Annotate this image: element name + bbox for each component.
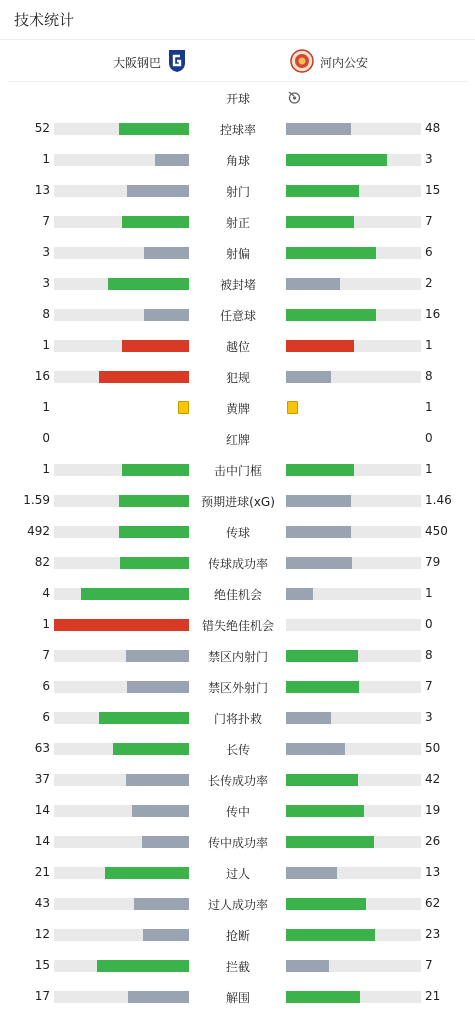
stat-label: 传中成功率: [207, 836, 268, 850]
stat-row: [0, 206, 475, 237]
away-value: 13: [425, 865, 441, 879]
stat-row: [0, 330, 475, 361]
away-value: 19: [425, 803, 441, 817]
stat-row: [0, 392, 475, 423]
away-bar: [286, 309, 421, 321]
away-team-name: 河内公安: [320, 56, 369, 70]
away-value: 23: [425, 927, 441, 941]
home-value: 0: [42, 431, 50, 445]
home-value: 1: [42, 462, 50, 476]
home-bar: [54, 681, 189, 693]
home-bar: [54, 650, 189, 662]
home-bar: [54, 991, 189, 1003]
home-bar: [54, 278, 189, 290]
away-bar-fill: [286, 371, 331, 383]
away-bar-fill: [286, 340, 354, 352]
home-team-logo-icon: [167, 49, 187, 76]
away-bar-fill: [286, 278, 340, 290]
stat-row: [0, 733, 475, 764]
stat-label: 控球率: [219, 123, 256, 137]
yellow-card-icon: [287, 401, 298, 414]
away-bar-fill: [286, 991, 360, 1003]
home-bar: [54, 495, 189, 507]
away-bar: [286, 960, 421, 972]
away-team[interactable]: [290, 49, 368, 76]
home-bar: [54, 247, 189, 259]
away-bar-fill: [286, 185, 359, 197]
stat-label: 击中门框: [213, 464, 262, 478]
kickoff-row: [0, 82, 475, 113]
away-bar-fill: [286, 774, 358, 786]
away-bar: [286, 464, 421, 476]
home-value: 7: [42, 214, 50, 228]
away-bar-fill: [286, 247, 376, 259]
stat-label: 过人: [225, 867, 250, 881]
away-value: 1: [425, 462, 433, 476]
away-bar-fill: [286, 557, 352, 569]
away-value: 1: [425, 400, 433, 414]
home-bar: [54, 526, 189, 538]
home-value: 8: [42, 307, 50, 321]
away-value: 1: [425, 586, 433, 600]
stat-label: 角球: [225, 154, 250, 168]
stat-row: [0, 423, 475, 454]
home-bar-fill: [119, 495, 189, 507]
home-value: 7: [42, 648, 50, 662]
away-bar-fill: [286, 526, 351, 538]
home-bar-fill: [126, 650, 189, 662]
away-value: 48: [425, 121, 441, 135]
away-value: 1: [425, 338, 433, 352]
stat-label: 犯规: [225, 371, 250, 385]
away-bar-fill: [286, 836, 374, 848]
home-value: 14: [34, 803, 50, 817]
home-value: 52: [34, 121, 50, 135]
home-value: 6: [42, 710, 50, 724]
away-bar: [286, 495, 421, 507]
home-bar-fill: [155, 154, 189, 166]
home-bar-fill: [126, 774, 189, 786]
stat-row: [0, 795, 475, 826]
home-team-name: 大阪钢巴: [112, 56, 161, 70]
stat-row: [0, 485, 475, 516]
home-bar: [54, 154, 189, 166]
home-bar-fill: [99, 371, 189, 383]
away-value: 7: [425, 679, 433, 693]
home-bar: [54, 867, 189, 879]
away-bar: [286, 340, 421, 352]
away-bar-fill: [286, 867, 337, 879]
away-bar: [286, 991, 421, 1003]
stat-row: [0, 144, 475, 175]
home-bar-fill: [144, 309, 189, 321]
away-value: 62: [425, 896, 441, 910]
away-value: 7: [425, 214, 433, 228]
stat-label: 过人成功率: [207, 898, 268, 912]
home-bar: [54, 309, 189, 321]
away-bar: [286, 898, 421, 910]
away-team-logo-icon: [290, 49, 314, 76]
away-bar-fill: [286, 588, 313, 600]
home-bar: [54, 340, 189, 352]
home-bar-fill: [54, 619, 189, 631]
home-bar: [54, 464, 189, 476]
home-bar-fill: [108, 278, 189, 290]
home-bar-fill: [127, 681, 189, 693]
home-value: 1: [42, 617, 50, 631]
stat-label: 传球成功率: [207, 557, 268, 571]
stat-row: [0, 578, 475, 609]
home-bar: [54, 619, 189, 631]
home-value: 1.59: [23, 493, 50, 507]
away-bar: [286, 371, 421, 383]
home-value: 12: [34, 927, 50, 941]
home-bar-fill: [81, 588, 189, 600]
home-value: 17: [34, 989, 50, 1003]
stat-row: [0, 764, 475, 795]
away-bar: [286, 557, 421, 569]
away-bar: [286, 774, 421, 786]
home-value: 4: [42, 586, 50, 600]
home-value: 1: [42, 152, 50, 166]
away-value: 79: [425, 555, 441, 569]
home-bar: [54, 774, 189, 786]
stat-row: [0, 268, 475, 299]
stat-label: 被封堵: [219, 278, 256, 292]
home-value: 82: [34, 555, 50, 569]
away-bar-fill: [286, 495, 351, 507]
home-bar: [54, 588, 189, 600]
away-bar-fill: [286, 123, 351, 135]
away-bar: [286, 712, 421, 724]
stat-row: [0, 609, 475, 640]
home-bar-fill: [142, 836, 189, 848]
away-bar: [286, 216, 421, 228]
away-bar: [286, 836, 421, 848]
away-value: 8: [425, 648, 433, 662]
stat-row: [0, 826, 475, 857]
stat-row: [0, 919, 475, 950]
away-value: 7: [425, 958, 433, 972]
away-bar: [286, 743, 421, 755]
away-bar: [286, 123, 421, 135]
home-bar-fill: [120, 557, 189, 569]
stat-label: 门将扑救: [213, 712, 262, 726]
stat-label: 越位: [225, 340, 250, 354]
stat-row: [0, 113, 475, 144]
away-bar: [286, 247, 421, 259]
stat-label: 射偏: [225, 247, 250, 261]
home-value: 15: [34, 958, 50, 972]
stat-label: 长传: [225, 743, 250, 757]
away-bar-fill: [286, 216, 354, 228]
stat-row: [0, 888, 475, 919]
stat-row: [0, 299, 475, 330]
stat-label: 解围: [225, 991, 250, 1005]
stat-label: 长传成功率: [207, 774, 268, 788]
away-bar: [286, 681, 421, 693]
stat-label: 开球: [225, 92, 250, 106]
yellow-card-icon: [178, 401, 189, 414]
stat-label: 抢断: [225, 929, 250, 943]
away-bar: [286, 588, 421, 600]
stat-label: 射正: [225, 216, 250, 230]
home-value: 3: [42, 276, 50, 290]
stat-label: 传球: [225, 526, 250, 540]
home-value: 492: [27, 524, 50, 538]
home-bar: [54, 185, 189, 197]
home-value: 1: [42, 338, 50, 352]
away-bar-fill: [286, 464, 354, 476]
home-bar-fill: [105, 867, 189, 879]
home-bar-fill: [119, 526, 189, 538]
away-value: 3: [425, 710, 433, 724]
stat-label: 禁区内射门: [207, 650, 268, 664]
home-bar-fill: [127, 185, 189, 197]
stat-row: [0, 857, 475, 888]
away-value: 1.46: [425, 493, 452, 507]
away-value: 2: [425, 276, 433, 290]
home-bar-fill: [122, 216, 190, 228]
home-bar-fill: [122, 464, 190, 476]
away-bar: [286, 619, 421, 631]
home-bar-fill: [119, 123, 189, 135]
home-value: 16: [34, 369, 50, 383]
away-bar: [286, 185, 421, 197]
away-value: 50: [425, 741, 441, 755]
home-bar-fill: [97, 960, 189, 972]
home-value: 63: [34, 741, 50, 755]
away-bar-fill: [286, 743, 345, 755]
stat-row: [0, 702, 475, 733]
away-bar: [286, 805, 421, 817]
home-bar: [54, 123, 189, 135]
stat-label: 绝佳机会: [213, 588, 262, 602]
home-bar-fill: [99, 712, 189, 724]
away-value: 21: [425, 989, 441, 1003]
away-bar-fill: [286, 712, 331, 724]
away-value: 26: [425, 834, 441, 848]
home-bar: [54, 898, 189, 910]
away-bar-fill: [286, 960, 329, 972]
home-bar-fill: [128, 991, 189, 1003]
stat-label: 任意球: [219, 309, 256, 323]
home-bar-fill: [144, 247, 189, 259]
away-bar-fill: [286, 681, 359, 693]
stats-list: [0, 82, 475, 1012]
stat-label: 传中: [225, 805, 250, 819]
stat-label: 错失绝佳机会: [201, 619, 274, 633]
away-bar-fill: [286, 898, 366, 910]
home-value: 3: [42, 245, 50, 259]
stat-label: 预期进球(xG): [201, 495, 275, 509]
stat-row: [0, 981, 475, 1012]
stat-row: [0, 671, 475, 702]
away-bar-fill: [286, 154, 387, 166]
home-bar: [54, 929, 189, 941]
away-bar: [286, 154, 421, 166]
home-team[interactable]: [113, 49, 187, 76]
home-bar-fill: [143, 929, 189, 941]
stat-row: [0, 237, 475, 268]
stat-row: [0, 547, 475, 578]
away-value: 0: [425, 431, 433, 445]
stat-row: [0, 175, 475, 206]
home-value: 37: [34, 772, 50, 786]
home-bar: [54, 960, 189, 972]
stat-label: 射门: [225, 185, 250, 199]
stat-row: [0, 950, 475, 981]
away-bar: [286, 278, 421, 290]
home-bar: [54, 836, 189, 848]
home-value: 1: [42, 400, 50, 414]
away-bar-fill: [286, 650, 358, 662]
away-value: 42: [425, 772, 441, 786]
home-value: 43: [34, 896, 50, 910]
away-value: 450: [425, 524, 448, 538]
away-bar-fill: [286, 929, 375, 941]
stat-label: 禁区外射门: [207, 681, 268, 695]
away-bar: [286, 650, 421, 662]
away-value: 0: [425, 617, 433, 631]
home-bar-fill: [113, 743, 189, 755]
away-bar-fill: [286, 309, 376, 321]
teams-header: [8, 40, 467, 82]
away-value: 8: [425, 369, 433, 383]
home-bar: [54, 216, 189, 228]
away-bar: [286, 526, 421, 538]
home-value: 6: [42, 679, 50, 693]
home-value: 13: [34, 183, 50, 197]
stat-label: 黄牌: [225, 402, 250, 416]
page-title: 技术统计: [0, 0, 475, 40]
home-bar: [54, 743, 189, 755]
stat-label: 拦截: [225, 960, 250, 974]
stat-row: [0, 361, 475, 392]
away-bar: [286, 929, 421, 941]
home-bar-fill: [134, 898, 189, 910]
home-value: 14: [34, 834, 50, 848]
home-bar-fill: [132, 805, 189, 817]
ball-whistle-icon: [287, 90, 301, 104]
away-value: 3: [425, 152, 433, 166]
home-bar-fill: [122, 340, 190, 352]
stat-row: [0, 454, 475, 485]
home-value: 21: [34, 865, 50, 879]
away-value: 6: [425, 245, 433, 259]
home-bar: [54, 371, 189, 383]
home-bar: [54, 557, 189, 569]
stat-label: 红牌: [225, 433, 250, 447]
home-bar: [54, 805, 189, 817]
away-value: 15: [425, 183, 441, 197]
away-value: 16: [425, 307, 441, 321]
home-bar: [54, 712, 189, 724]
stat-row: [0, 640, 475, 671]
away-bar: [286, 867, 421, 879]
away-bar-fill: [286, 805, 364, 817]
stat-row: [0, 516, 475, 547]
